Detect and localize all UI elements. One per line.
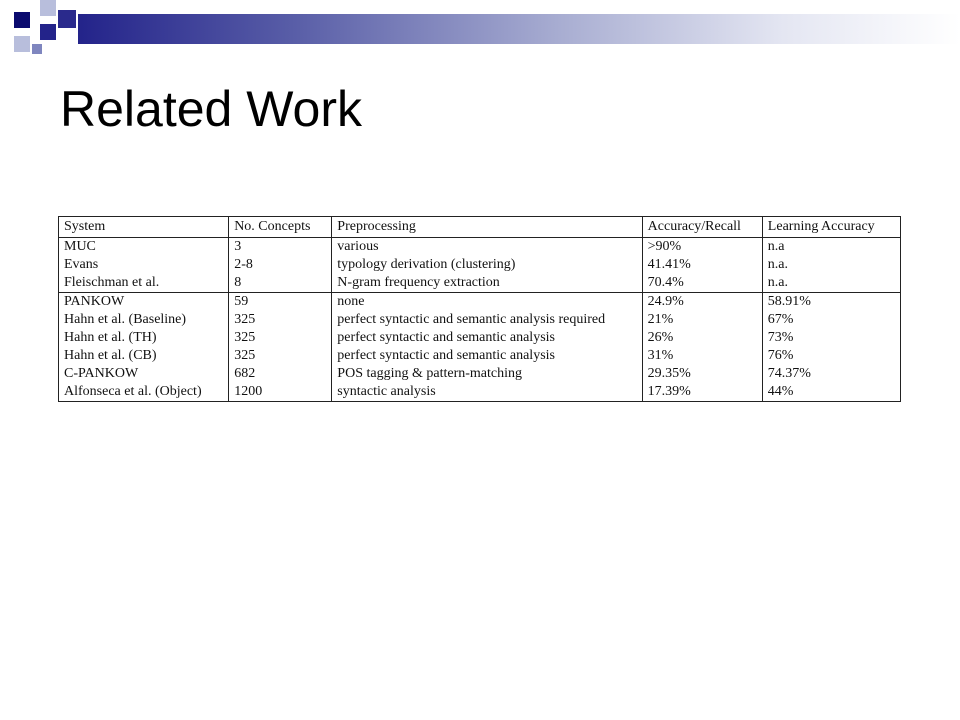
table-cell: typology derivation (clustering) <box>332 256 642 274</box>
table-cell: 325 <box>229 311 332 329</box>
slide-title: Related Work <box>60 81 362 137</box>
table-cell: MUC <box>59 238 229 257</box>
table-cell: 17.39% <box>642 383 762 402</box>
table-cell: n.a. <box>762 274 900 293</box>
table-cell: 31% <box>642 347 762 365</box>
decor-square-dark <box>14 12 30 28</box>
table-cell: Hahn et al. (TH) <box>59 329 229 347</box>
table-cell: various <box>332 238 642 257</box>
table-cell: POS tagging & pattern-matching <box>332 365 642 383</box>
table-cell: 2-8 <box>229 256 332 274</box>
table-row <box>59 347 901 365</box>
table-cell: 41.41% <box>642 256 762 274</box>
table-cell: Hahn et al. (CB) <box>59 347 229 365</box>
table-cell: Hahn et al. (Baseline) <box>59 311 229 329</box>
decor-square-light <box>40 0 56 16</box>
table-row <box>59 256 901 274</box>
table-cell: 325 <box>229 347 332 365</box>
table-cell: 24.9% <box>642 293 762 312</box>
table-group-1 <box>59 238 901 293</box>
table-cell: 21% <box>642 311 762 329</box>
header-row <box>59 217 901 238</box>
table-row <box>59 293 901 312</box>
table-row <box>59 238 901 257</box>
table-cell: 3 <box>229 238 332 257</box>
column-header: No. Concepts <box>229 217 332 238</box>
table-cell: N-gram frequency extraction <box>332 274 642 293</box>
table-cell: C-PANKOW <box>59 365 229 383</box>
decor-square-light <box>14 36 30 52</box>
column-header: System <box>59 217 229 238</box>
table-row <box>59 274 901 293</box>
table-cell: 59 <box>229 293 332 312</box>
header-gradient-band <box>78 14 960 44</box>
column-header: Accuracy/Recall <box>642 217 762 238</box>
table-cell: n.a <box>762 238 900 257</box>
decor-square-mid <box>32 44 42 54</box>
table-cell: syntactic analysis <box>332 383 642 402</box>
decor-square-dark <box>58 10 76 28</box>
table-cell: 44% <box>762 383 900 402</box>
table-cell: perfect syntactic and semantic analysis required <box>332 311 642 329</box>
table-cell: PANKOW <box>59 293 229 312</box>
table-cell: 682 <box>229 365 332 383</box>
decor-square-dark <box>40 24 56 40</box>
table-cell: 325 <box>229 329 332 347</box>
table-cell: >90% <box>642 238 762 257</box>
table-row <box>59 365 901 383</box>
table-cell: n.a. <box>762 256 900 274</box>
table-header <box>59 217 901 238</box>
table-cell: 67% <box>762 311 900 329</box>
table-cell: perfect syntactic and semantic analysis <box>332 347 642 365</box>
column-header: Learning Accuracy <box>762 217 900 238</box>
table-cell: 8 <box>229 274 332 293</box>
table-cell: 74.37% <box>762 365 900 383</box>
table-cell: none <box>332 293 642 312</box>
table-cell: 73% <box>762 329 900 347</box>
table-cell: 1200 <box>229 383 332 402</box>
results-table-container <box>58 216 901 402</box>
results-table <box>58 216 901 402</box>
table-group-2 <box>59 293 901 402</box>
table-cell: 29.35% <box>642 365 762 383</box>
table-cell: Evans <box>59 256 229 274</box>
table-cell: 76% <box>762 347 900 365</box>
column-header: Preprocessing <box>332 217 642 238</box>
table-cell: Alfonseca et al. (Object) <box>59 383 229 402</box>
table-cell: perfect syntactic and semantic analysis <box>332 329 642 347</box>
table-cell: 26% <box>642 329 762 347</box>
table-row <box>59 329 901 347</box>
table-row <box>59 311 901 329</box>
table-cell: 58.91% <box>762 293 900 312</box>
table-cell: 70.4% <box>642 274 762 293</box>
table-cell: Fleischman et al. <box>59 274 229 293</box>
table-row <box>59 383 901 402</box>
